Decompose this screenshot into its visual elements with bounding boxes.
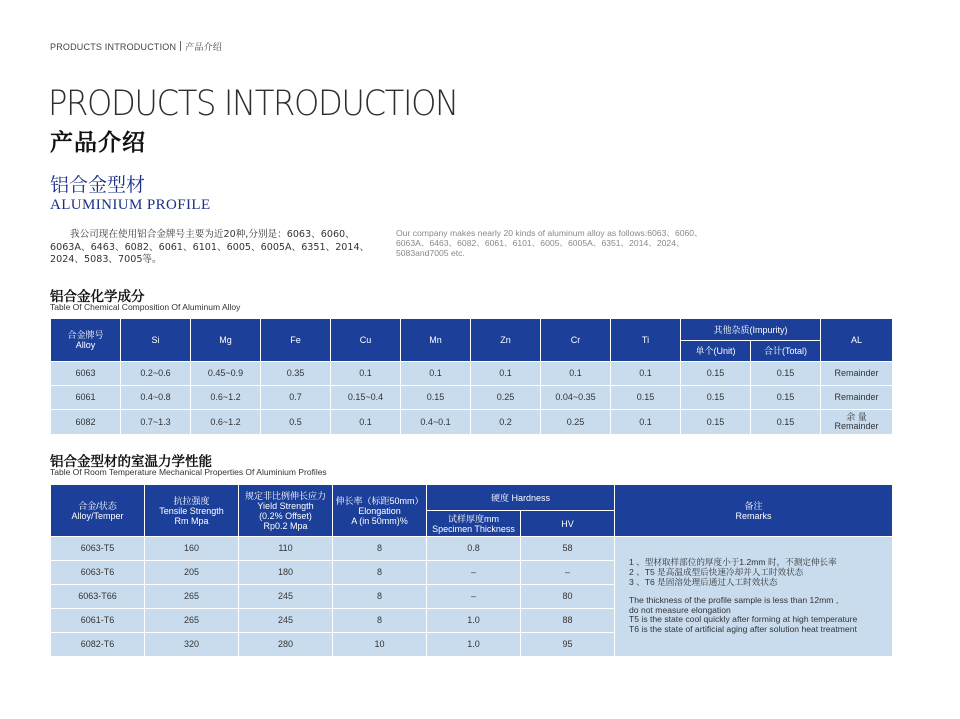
header-alloy-en: Alloy [75, 340, 96, 350]
header-hv: HV [521, 511, 615, 537]
cell-total: 0.15 [751, 386, 821, 410]
mech-table-title-cn: 铝合金型材的室温力学性能 [50, 454, 212, 470]
header-elongation [333, 485, 427, 537]
cell-cu: 0.1 [331, 410, 401, 435]
cell-alloy-temper: 6063-T66 [51, 585, 145, 609]
cell-ti: 0.15 [611, 386, 681, 410]
cell-yield: 245 [239, 609, 333, 633]
header-yield-unit: Rp0.2 Mpa [263, 520, 308, 531]
cell-zn: 0.1 [471, 362, 541, 386]
cell-alloy-temper: 6063-T5 [51, 537, 145, 561]
table-row [51, 362, 893, 386]
cell-mg: 0.6~1.2 [191, 386, 261, 410]
cell-elongation: 8 [333, 609, 427, 633]
chem-table-title-en: Table Of Chemical Composition Of Aluminum Alloy [50, 302, 241, 312]
header-remarks-cn: 备注 [744, 500, 763, 511]
cell-al [821, 410, 893, 435]
header-elongation-en: Elongation [358, 505, 401, 516]
cell-fe: 0.7 [261, 386, 331, 410]
chemical-composition-table [50, 318, 893, 435]
cell-zn: 0.2 [471, 410, 541, 435]
header-thickness-cn: 试样厚度mm [448, 513, 499, 524]
cell-mg: 0.6~1.2 [191, 410, 261, 435]
header-alloy-temper-cn: 合金/状态 [78, 500, 117, 511]
remark-en-1: The thickness of the profile sample is less than 12mm , [629, 595, 839, 606]
header-elongation-unit: A (in 50mm)% [351, 515, 408, 526]
header-remarks-en: Remarks [735, 510, 772, 521]
cell-thickness: 0.8 [427, 537, 521, 561]
section-title-en: ALUMINIUM PROFILE [50, 197, 211, 213]
cell-mn: 0.15 [401, 386, 471, 410]
page-title-cn: 产品介绍 [50, 130, 146, 156]
header-thickness-en: Specimen Thickness [432, 523, 515, 534]
cell-thickness: – [427, 585, 521, 609]
header-tensile-unit: Rm Mpa [174, 515, 209, 526]
cell-tensile: 265 [145, 585, 239, 609]
section-title-cn: 铝合金型材 [50, 174, 146, 196]
header-yield-offset: (0.2% Offset) [259, 510, 312, 521]
cell-alloy-temper: 6082-T6 [51, 633, 145, 657]
breadcrumb-cn: 产品介绍 [185, 42, 223, 52]
table-row [51, 537, 893, 561]
cell-cr: 0.1 [541, 362, 611, 386]
cell-tensile: 265 [145, 609, 239, 633]
header-elongation-cn: 伸长率（标距50mm） [335, 495, 424, 506]
cell-unit: 0.15 [681, 386, 751, 410]
cell-thickness: – [427, 561, 521, 585]
cell-yield: 180 [239, 561, 333, 585]
cell-total: 0.15 [751, 410, 821, 435]
remark-cn-3: 3 、T6 是固溶处理后通过人工时效状态 [629, 576, 778, 587]
remark-cn-1: 1 、型材取样部位的厚度小于1.2mm 时，不测定伸长率 [629, 557, 837, 568]
cell-al: Remainder [821, 386, 893, 410]
header-hardness: 硬度 Hardness [427, 485, 615, 511]
cell-hv: 88 [521, 609, 615, 633]
cell-total: 0.15 [751, 362, 821, 386]
breadcrumb [50, 40, 222, 53]
cell-hv: 95 [521, 633, 615, 657]
header-cu: Cu [331, 319, 401, 362]
header-cr: Cr [541, 319, 611, 362]
cell-tensile: 160 [145, 537, 239, 561]
chem-table-title-cn: 铝合金化学成分 [50, 289, 145, 305]
cell-elongation: 8 [333, 585, 427, 609]
cell-thickness: 1.0 [427, 609, 521, 633]
mech-table-title-en: Table Of Room Temperature Mechanical Properties Of Aluminium Profiles [50, 467, 327, 477]
cell-unit: 0.15 [681, 362, 751, 386]
cell-hv: – [521, 561, 615, 585]
cell-al: Remainder [821, 362, 893, 386]
cell-cr: 0.25 [541, 410, 611, 435]
header-alloy-temper-en: Alloy/Temper [71, 510, 124, 521]
remark-en-3: T5 is the state cool quickly after forming at high temperature [629, 614, 858, 625]
header-impurity: 其他杂质(Impurity) [681, 319, 821, 341]
header-zn: Zn [471, 319, 541, 362]
remark-en-4: T6 is the state of artificial aging after solution heat treatment [629, 623, 857, 634]
header-al: AL [821, 319, 893, 362]
header-alloy-cn: 合金牌号 [67, 330, 104, 340]
header-ti: Ti [611, 319, 681, 362]
cell-si: 0.4~0.8 [121, 386, 191, 410]
header-mn: Mn [401, 319, 471, 362]
cell-cu: 0.1 [331, 362, 401, 386]
header-yield-cn: 规定非比例伸长应力 [244, 490, 326, 501]
header-si: Si [121, 319, 191, 362]
header-fe: Fe [261, 319, 331, 362]
cell-elongation: 8 [333, 537, 427, 561]
cell-ti: 0.1 [611, 410, 681, 435]
cell-mn: 0.1 [401, 362, 471, 386]
cell-mn: 0.4~0.1 [401, 410, 471, 435]
header-yield [239, 485, 333, 537]
header-tensile [145, 485, 239, 537]
header-remarks [615, 485, 893, 537]
table-row [51, 410, 893, 435]
table-row [51, 386, 893, 410]
cell-elongation: 8 [333, 561, 427, 585]
header-yield-en: Yield Strength [257, 500, 314, 511]
header-thickness [427, 511, 521, 537]
cell-ti: 0.1 [611, 362, 681, 386]
page-title-en: PRODUCTS INTRODUCTION [48, 84, 458, 124]
cell-fe: 0.5 [261, 410, 331, 435]
cell-si: 0.7~1.3 [121, 410, 191, 435]
cell-yield: 245 [239, 585, 333, 609]
cell-hv: 58 [521, 537, 615, 561]
cell-yield: 280 [239, 633, 333, 657]
header-unit: 单个(Unit) [681, 341, 751, 362]
cell-yield: 110 [239, 537, 333, 561]
breadcrumb-en: PRODUCTS INTRODUCTION [50, 42, 177, 52]
cell-unit: 0.15 [681, 410, 751, 435]
cell-zn: 0.25 [471, 386, 541, 410]
cell-cu: 0.15~0.4 [331, 386, 401, 410]
cell-al-en: Remainder [834, 421, 879, 431]
header-tensile-cn: 抗拉强度 [173, 495, 210, 506]
remarks-cell [615, 537, 893, 657]
cell-thickness: 1.0 [427, 633, 521, 657]
cell-tensile: 320 [145, 633, 239, 657]
cell-alloy-temper: 6063-T6 [51, 561, 145, 585]
remark-en-2: do not measure elongation [629, 604, 731, 615]
cell-si: 0.2~0.6 [121, 362, 191, 386]
cell-alloy: 6061 [51, 386, 121, 410]
header-total: 合计(Total) [751, 341, 821, 362]
cell-hv: 80 [521, 585, 615, 609]
header-mg: Mg [191, 319, 261, 362]
mechanical-properties-table [50, 484, 893, 657]
remark-cn-2: 2 、T5 是高温成型后快速冷却并人工时效状态 [629, 567, 804, 578]
cell-fe: 0.35 [261, 362, 331, 386]
intro-text-en: Our company makes nearly 20 kinds of aluminum alloy as follows:6063、6060、6063A、6463、6082、6061、6101、6005、6005A、6351、2014、2024、5083and7005 etc. [396, 228, 703, 258]
cell-alloy: 6063 [51, 362, 121, 386]
cell-elongation: 10 [333, 633, 427, 657]
cell-alloy-temper: 6061-T6 [51, 609, 145, 633]
cell-mg: 0.45~0.9 [191, 362, 261, 386]
header-tensile-en: Tensile Strength [159, 505, 224, 516]
cell-alloy: 6082 [51, 410, 121, 435]
breadcrumb-divider [180, 41, 181, 51]
cell-cr: 0.04~0.35 [541, 386, 611, 410]
cell-al-cn: 余 量 [846, 412, 867, 422]
intro-text-cn: 我公司现在使用铝合金牌号主要为近20种,分别是：6063、6060、6063A、6463、6082、6061、6101、6005、6005A、6351、2014、2024、5083、7005等。 [50, 229, 370, 265]
header-alloy [51, 319, 121, 362]
cell-tensile: 205 [145, 561, 239, 585]
header-alloy-temper [51, 485, 145, 537]
